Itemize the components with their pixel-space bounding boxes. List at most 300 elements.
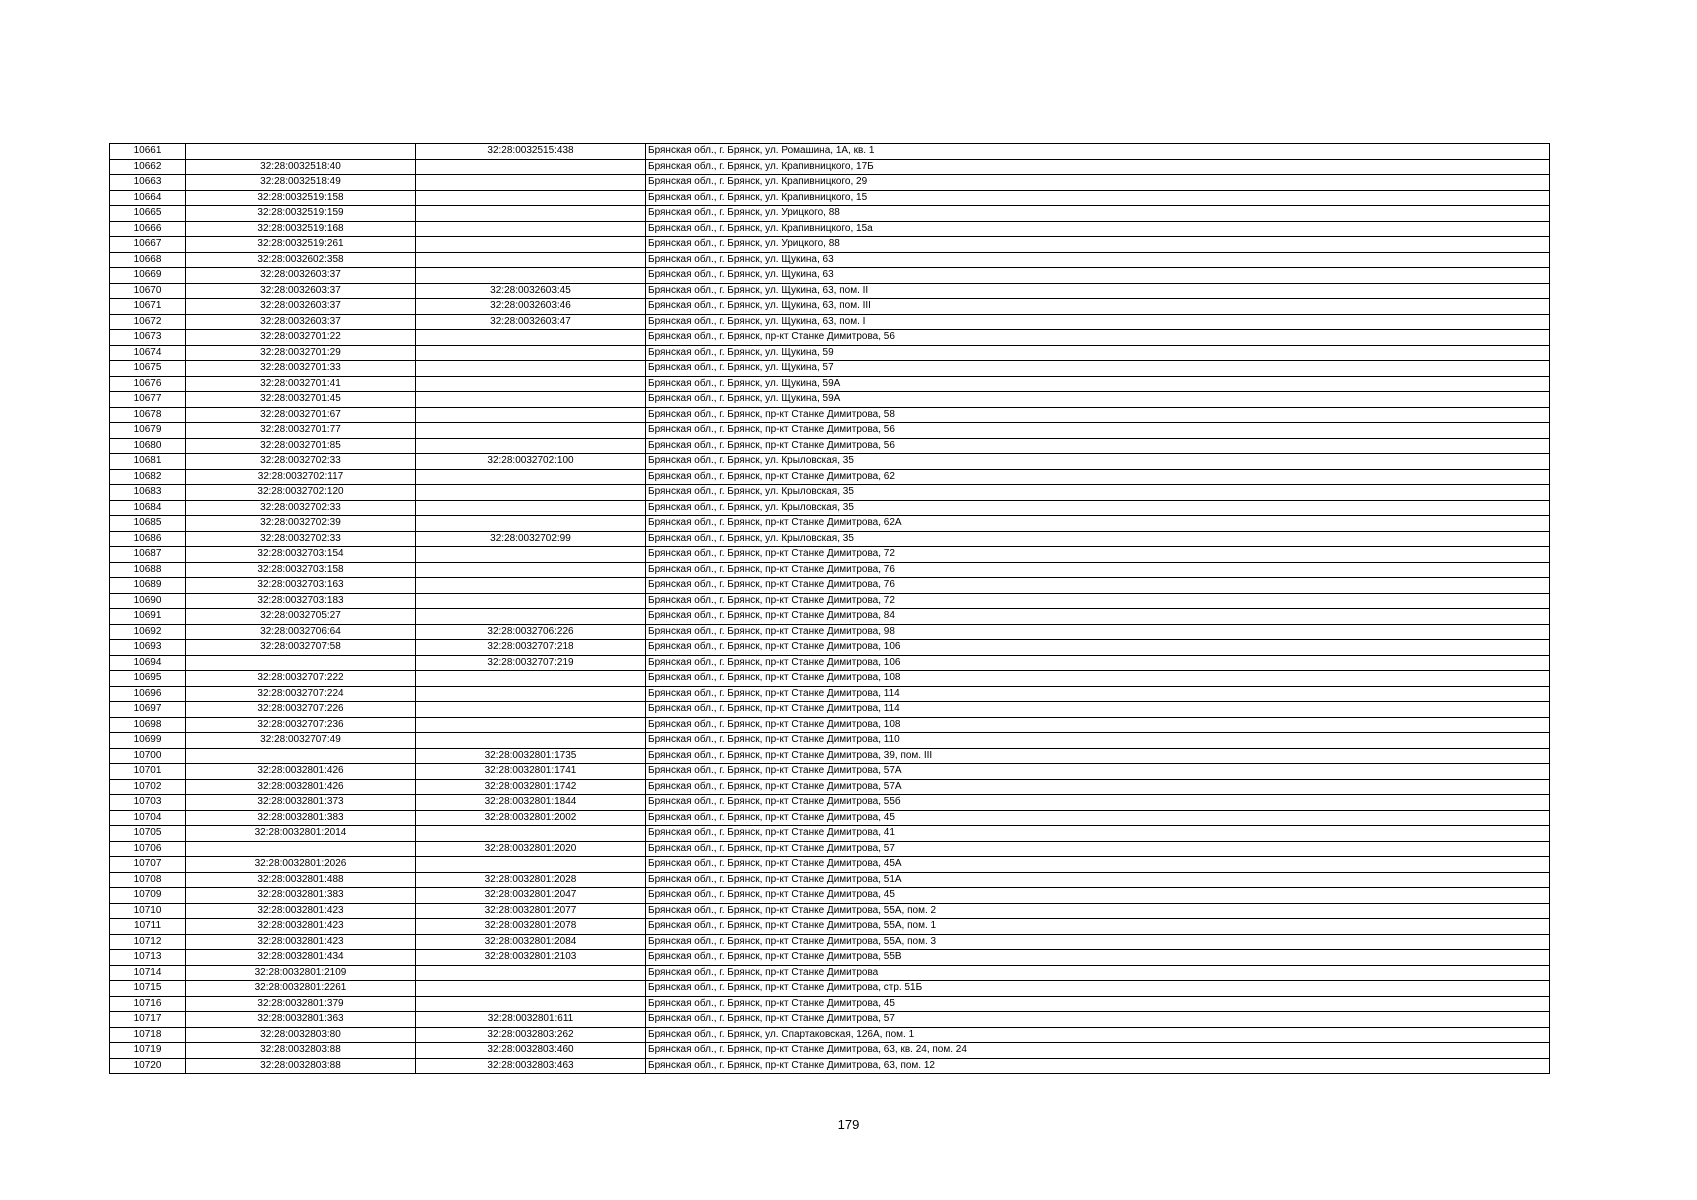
address-cell: Брянская обл., г. Брянск, пр-кт Станке Димитрова, 114 [646,702,1550,718]
address-cell: Брянская обл., г. Брянск, пр-кт Станке Димитрова, 108 [646,717,1550,733]
address-cell: Брянская обл., г. Брянск, ул. Урицкого, 88 [646,206,1550,222]
row-number-cell: 10687 [110,547,186,563]
table-row [110,237,1550,253]
row-number-cell: 10698 [110,717,186,733]
address-cell: Брянская обл., г. Брянск, пр-кт Станке Димитрова, 51А [646,872,1550,888]
cadastral-number-cell: 32:28:0032701:33 [186,361,416,377]
address-cell: Брянская обл., г. Брянск, пр-кт Станке Димитрова, 55б [646,795,1550,811]
object-cadastral-number-cell: 32:28:0032801:611 [416,1012,646,1028]
table-row [110,531,1550,547]
cadastral-number-cell: 32:28:0032703:183 [186,593,416,609]
cadastral-number-cell: 32:28:0032701:45 [186,392,416,408]
address-cell: Брянская обл., г. Брянск, ул. Щукина, 59 [646,345,1550,361]
cadastral-number-cell: 32:28:0032801:426 [186,764,416,780]
object-cadastral-number-cell [416,159,646,175]
row-number-cell: 10681 [110,454,186,470]
cadastral-number-cell: 32:28:0032519:158 [186,190,416,206]
row-number-cell: 10715 [110,981,186,997]
row-number-cell: 10694 [110,655,186,671]
table-row [110,423,1550,439]
table-row [110,361,1550,377]
table-row [110,655,1550,671]
cadastral-number-cell: 32:28:0032801:488 [186,872,416,888]
object-cadastral-number-cell [416,686,646,702]
table-row [110,1027,1550,1043]
cadastral-number-cell: 32:28:0032707:224 [186,686,416,702]
table-row [110,593,1550,609]
table-row [110,562,1550,578]
address-cell: Брянская обл., г. Брянск, пр-кт Станке Димитрова, 63, пом. 12 [646,1058,1550,1074]
table-row [110,717,1550,733]
table-row [110,702,1550,718]
object-cadastral-number-cell: 32:28:0032801:2103 [416,950,646,966]
object-cadastral-number-cell: 32:28:0032707:219 [416,655,646,671]
row-number-cell: 10695 [110,671,186,687]
object-cadastral-number-cell [416,965,646,981]
cadastral-number-cell: 32:28:0032603:37 [186,268,416,284]
table-row [110,686,1550,702]
object-cadastral-number-cell: 32:28:0032803:262 [416,1027,646,1043]
address-cell: Брянская обл., г. Брянск, пр-кт Станке Димитрова, 41 [646,826,1550,842]
table-row [110,965,1550,981]
row-number-cell: 10700 [110,748,186,764]
object-cadastral-number-cell [416,562,646,578]
cadastral-number-cell: 32:28:0032801:383 [186,810,416,826]
object-cadastral-number-cell [416,717,646,733]
row-number-cell: 10686 [110,531,186,547]
cadastral-number-cell: 32:28:0032801:2014 [186,826,416,842]
address-cell: Брянская обл., г. Брянск, ул. Щукина, 57 [646,361,1550,377]
cadastral-number-cell: 32:28:0032801:2026 [186,857,416,873]
table-row [110,1058,1550,1074]
cadastral-number-cell: 32:28:0032702:39 [186,516,416,532]
address-cell: Брянская обл., г. Брянск, пр-кт Станке Димитрова, 110 [646,733,1550,749]
object-cadastral-number-cell: 32:28:0032801:1735 [416,748,646,764]
object-cadastral-number-cell [416,376,646,392]
table-row [110,438,1550,454]
cadastral-number-cell: 32:28:0032705:27 [186,609,416,625]
row-number-cell: 10671 [110,299,186,315]
row-number-cell: 10691 [110,609,186,625]
row-number-cell: 10666 [110,221,186,237]
object-cadastral-number-cell [416,733,646,749]
address-cell: Брянская обл., г. Брянск, ул. Крыловская, 35 [646,531,1550,547]
row-number-cell: 10684 [110,500,186,516]
row-number-cell: 10664 [110,190,186,206]
object-cadastral-number-cell: 32:28:0032603:47 [416,314,646,330]
cadastral-number-cell: 32:28:0032701:77 [186,423,416,439]
cadastral-number-cell: 32:28:0032702:33 [186,454,416,470]
table-row [110,934,1550,950]
row-number-cell: 10682 [110,469,186,485]
address-cell: Брянская обл., г. Брянск, ул. Щукина, 59А [646,376,1550,392]
address-cell: Брянская обл., г. Брянск, ул. Щукина, 63, пом. III [646,299,1550,315]
row-number-cell: 10675 [110,361,186,377]
table-row [110,996,1550,1012]
row-number-cell: 10696 [110,686,186,702]
table-row [110,144,1550,160]
object-cadastral-number-cell: 32:28:0032706:226 [416,624,646,640]
object-cadastral-number-cell [416,330,646,346]
row-number-cell: 10661 [110,144,186,160]
object-cadastral-number-cell [416,981,646,997]
object-cadastral-number-cell [416,268,646,284]
cadastral-number-cell: 32:28:0032801:2109 [186,965,416,981]
table-row [110,175,1550,191]
table-row [110,299,1550,315]
object-cadastral-number-cell: 32:28:0032803:460 [416,1043,646,1059]
object-cadastral-number-cell: 32:28:0032801:1844 [416,795,646,811]
row-number-cell: 10678 [110,407,186,423]
address-cell: Брянская обл., г. Брянск, пр-кт Станке Димитрова, стр. 51Б [646,981,1550,997]
address-cell: Брянская обл., г. Брянск, пр-кт Станке Димитрова, 72 [646,593,1550,609]
table-row [110,640,1550,656]
row-number-cell: 10693 [110,640,186,656]
cadastral-number-cell: 32:28:0032603:37 [186,299,416,315]
table-row [110,407,1550,423]
table-row [110,469,1550,485]
table-row [110,981,1550,997]
table-row [110,159,1550,175]
address-cell: Брянская обл., г. Брянск, пр-кт Станке Димитрова, 76 [646,562,1550,578]
address-cell: Брянская обл., г. Брянск, пр-кт Станке Димитрова, 56 [646,330,1550,346]
object-cadastral-number-cell: 32:28:0032801:2077 [416,903,646,919]
address-cell: Брянская обл., г. Брянск, ул. Щукина, 63 [646,268,1550,284]
row-number-cell: 10713 [110,950,186,966]
cadastral-number-cell: 32:28:0032702:117 [186,469,416,485]
cadastral-number-cell [186,748,416,764]
table-row [110,454,1550,470]
cadastral-number-cell: 32:28:0032701:67 [186,407,416,423]
cadastral-number-cell: 32:28:0032603:37 [186,314,416,330]
table-row [110,624,1550,640]
table-row [110,283,1550,299]
row-number-cell: 10676 [110,376,186,392]
row-number-cell: 10702 [110,779,186,795]
row-number-cell: 10679 [110,423,186,439]
row-number-cell: 10688 [110,562,186,578]
address-cell: Брянская обл., г. Брянск, пр-кт Станке Димитрова, 108 [646,671,1550,687]
address-cell: Брянская обл., г. Брянск, пр-кт Станке Димитрова, 63, кв. 24, пом. 24 [646,1043,1550,1059]
table-row [110,671,1550,687]
table-row [110,810,1550,826]
address-cell: Брянская обл., г. Брянск, пр-кт Станке Димитрова, 45 [646,810,1550,826]
row-number-cell: 10683 [110,485,186,501]
table-row [110,345,1550,361]
table-row [110,795,1550,811]
object-cadastral-number-cell [416,361,646,377]
table-row [110,888,1550,904]
table-row [110,330,1550,346]
cadastral-number-cell [186,655,416,671]
object-cadastral-number-cell [416,547,646,563]
table-row [110,1012,1550,1028]
row-number-cell: 10677 [110,392,186,408]
cadastral-number-cell: 32:28:0032801:2261 [186,981,416,997]
row-number-cell: 10706 [110,841,186,857]
cadastral-number-cell: 32:28:0032701:29 [186,345,416,361]
cadastral-number-cell: 32:28:0032801:423 [186,919,416,935]
object-cadastral-number-cell: 32:28:0032801:2020 [416,841,646,857]
row-number-cell: 10712 [110,934,186,950]
table-row [110,221,1550,237]
table-row [110,500,1550,516]
row-number-cell: 10672 [110,314,186,330]
object-cadastral-number-cell: 32:28:0032801:2047 [416,888,646,904]
object-cadastral-number-cell [416,423,646,439]
cadastral-number-cell: 32:28:0032801:363 [186,1012,416,1028]
object-cadastral-number-cell [416,485,646,501]
object-cadastral-number-cell: 32:28:0032801:2028 [416,872,646,888]
object-cadastral-number-cell: 32:28:0032603:45 [416,283,646,299]
address-cell: Брянская обл., г. Брянск, ул. Щукина, 59А [646,392,1550,408]
row-number-cell: 10680 [110,438,186,454]
row-number-cell: 10668 [110,252,186,268]
address-cell: Брянская обл., г. Брянск, пр-кт Станке Димитрова, 58 [646,407,1550,423]
address-cell: Брянская обл., г. Брянск, пр-кт Станке Димитрова, 106 [646,640,1550,656]
cadastral-number-cell: 32:28:0032703:154 [186,547,416,563]
row-number-cell: 10716 [110,996,186,1012]
row-number-cell: 10673 [110,330,186,346]
row-number-cell: 10699 [110,733,186,749]
table-row [110,252,1550,268]
row-number-cell: 10690 [110,593,186,609]
address-cell: Брянская обл., г. Брянск, пр-кт Станке Димитрова, 72 [646,547,1550,563]
row-number-cell: 10705 [110,826,186,842]
cadastral-number-cell: 32:28:0032707:236 [186,717,416,733]
object-cadastral-number-cell: 32:28:0032801:2084 [416,934,646,950]
object-cadastral-number-cell [416,857,646,873]
address-cell: Брянская обл., г. Брянск, пр-кт Станке Димитрова, 45 [646,996,1550,1012]
object-cadastral-number-cell [416,345,646,361]
cadastral-number-cell: 32:28:0032801:383 [186,888,416,904]
row-number-cell: 10685 [110,516,186,532]
table-row [110,392,1550,408]
object-cadastral-number-cell [416,671,646,687]
address-cell: Брянская обл., г. Брянск, ул. Щукина, 63, пом. I [646,314,1550,330]
object-cadastral-number-cell: 32:28:0032801:1741 [416,764,646,780]
cadastral-number-cell: 32:28:0032703:163 [186,578,416,594]
row-number-cell: 10720 [110,1058,186,1074]
object-cadastral-number-cell [416,392,646,408]
address-cell: Брянская обл., г. Брянск, пр-кт Станке Димитрова, 57 [646,841,1550,857]
object-cadastral-number-cell [416,578,646,594]
table-row [110,733,1550,749]
row-number-cell: 10667 [110,237,186,253]
table-row [110,919,1550,935]
address-cell: Брянская обл., г. Брянск, ул. Крапивницкого, 15а [646,221,1550,237]
table-row [110,547,1550,563]
address-cell: Брянская обл., г. Брянск, ул. Щукина, 63 [646,252,1550,268]
object-cadastral-number-cell [416,996,646,1012]
address-cell: Брянская обл., г. Брянск, пр-кт Станке Димитрова, 57А [646,764,1550,780]
address-cell: Брянская обл., г. Брянск, ул. Щукина, 63, пом. II [646,283,1550,299]
address-cell: Брянская обл., г. Брянск, пр-кт Станке Димитрова, 57 [646,1012,1550,1028]
address-cell: Брянская обл., г. Брянск, пр-кт Станке Димитрова, 62 [646,469,1550,485]
table-row [110,826,1550,842]
cadastral-number-cell: 32:28:0032801:379 [186,996,416,1012]
object-cadastral-number-cell: 32:28:0032801:2002 [416,810,646,826]
page-number: 179 [837,1117,860,1132]
table-row [110,748,1550,764]
address-cell: Брянская обл., г. Брянск, пр-кт Станке Димитрова, 55А, пом. 1 [646,919,1550,935]
table-row [110,779,1550,795]
cadastral-number-cell: 32:28:0032801:373 [186,795,416,811]
address-cell: Брянская обл., г. Брянск, пр-кт Станке Димитрова, 76 [646,578,1550,594]
cadastral-number-cell: 32:28:0032803:80 [186,1027,416,1043]
address-cell: Брянская обл., г. Брянск, ул. Урицкого, 88 [646,237,1550,253]
cadastral-number-cell: 32:28:0032706:64 [186,624,416,640]
object-cadastral-number-cell: 32:28:0032515:438 [416,144,646,160]
row-number-cell: 10692 [110,624,186,640]
object-cadastral-number-cell: 32:28:0032603:46 [416,299,646,315]
object-cadastral-number-cell [416,190,646,206]
address-cell: Брянская обл., г. Брянск, ул. Ромашина, 1А, кв. 1 [646,144,1550,160]
object-cadastral-number-cell [416,593,646,609]
registry-table [109,143,1550,1074]
row-number-cell: 10662 [110,159,186,175]
address-cell: Брянская обл., г. Брянск, пр-кт Станке Димитрова, 56 [646,438,1550,454]
row-number-cell: 10709 [110,888,186,904]
address-cell: Брянская обл., г. Брянск, пр-кт Станке Димитрова, 45А [646,857,1550,873]
row-number-cell: 10714 [110,965,186,981]
cadastral-number-cell: 32:28:0032518:49 [186,175,416,191]
address-cell: Брянская обл., г. Брянск, ул. Крыловская, 35 [646,485,1550,501]
table-row [110,314,1550,330]
object-cadastral-number-cell [416,500,646,516]
address-cell: Брянская обл., г. Брянск, пр-кт Станке Димитрова, 55А, пом. 3 [646,934,1550,950]
object-cadastral-number-cell [416,438,646,454]
object-cadastral-number-cell [416,469,646,485]
table-row [110,764,1550,780]
object-cadastral-number-cell [416,407,646,423]
cadastral-number-cell: 32:28:0032519:168 [186,221,416,237]
cadastral-number-cell: 32:28:0032701:85 [186,438,416,454]
address-cell: Брянская обл., г. Брянск, пр-кт Станке Димитрова, 114 [646,686,1550,702]
address-cell: Брянская обл., г. Брянск, пр-кт Станке Димитрова, 84 [646,609,1550,625]
object-cadastral-number-cell: 32:28:0032803:463 [416,1058,646,1074]
object-cadastral-number-cell: 32:28:0032702:100 [416,454,646,470]
row-number-cell: 10670 [110,283,186,299]
row-number-cell: 10719 [110,1043,186,1059]
row-number-cell: 10708 [110,872,186,888]
cadastral-number-cell [186,144,416,160]
table-row [110,268,1550,284]
address-cell: Брянская обл., г. Брянск, пр-кт Станке Димитрова, 45 [646,888,1550,904]
cadastral-number-cell: 32:28:0032801:423 [186,903,416,919]
cadastral-number-cell: 32:28:0032519:159 [186,206,416,222]
cadastral-number-cell: 32:28:0032707:58 [186,640,416,656]
object-cadastral-number-cell [416,175,646,191]
object-cadastral-number-cell: 32:28:0032801:1742 [416,779,646,795]
cadastral-number-cell: 32:28:0032701:22 [186,330,416,346]
address-cell: Брянская обл., г. Брянск, ул. Крапивницкого, 15 [646,190,1550,206]
row-number-cell: 10689 [110,578,186,594]
cadastral-number-cell: 32:28:0032803:88 [186,1058,416,1074]
object-cadastral-number-cell [416,609,646,625]
address-cell: Брянская обл., г. Брянск, ул. Крапивницкого, 29 [646,175,1550,191]
cadastral-number-cell: 32:28:0032702:33 [186,500,416,516]
cadastral-number-cell: 32:28:0032518:40 [186,159,416,175]
table-row [110,206,1550,222]
table-row [110,485,1550,501]
table-row [110,376,1550,392]
object-cadastral-number-cell [416,237,646,253]
address-cell: Брянская обл., г. Брянск, ул. Спартаковская, 126А, пом. 1 [646,1027,1550,1043]
row-number-cell: 10669 [110,268,186,284]
address-cell: Брянская обл., г. Брянск, пр-кт Станке Димитрова [646,965,1550,981]
object-cadastral-number-cell [416,221,646,237]
row-number-cell: 10663 [110,175,186,191]
table-row [110,857,1550,873]
address-cell: Брянская обл., г. Брянск, пр-кт Станке Димитрова, 56 [646,423,1550,439]
cadastral-number-cell: 32:28:0032801:426 [186,779,416,795]
cadastral-number-cell: 32:28:0032801:434 [186,950,416,966]
object-cadastral-number-cell [416,252,646,268]
cadastral-number-cell: 32:28:0032602:358 [186,252,416,268]
cadastral-number-cell [186,841,416,857]
cadastral-number-cell: 32:28:0032702:33 [186,531,416,547]
table-row [110,609,1550,625]
cadastral-number-cell: 32:28:0032707:222 [186,671,416,687]
cadastral-number-cell: 32:28:0032803:88 [186,1043,416,1059]
address-cell: Брянская обл., г. Брянск, ул. Крыловская, 35 [646,454,1550,470]
row-number-cell: 10665 [110,206,186,222]
address-cell: Брянская обл., г. Брянск, пр-кт Станке Димитрова, 106 [646,655,1550,671]
table-row [110,872,1550,888]
object-cadastral-number-cell [416,206,646,222]
table-row [110,516,1550,532]
address-cell: Брянская обл., г. Брянск, пр-кт Станке Димитрова, 39, пом. III [646,748,1550,764]
row-number-cell: 10701 [110,764,186,780]
address-cell: Брянская обл., г. Брянск, пр-кт Станке Димитрова, 55В [646,950,1550,966]
row-number-cell: 10704 [110,810,186,826]
table-row [110,903,1550,919]
object-cadastral-number-cell: 32:28:0032801:2078 [416,919,646,935]
row-number-cell: 10703 [110,795,186,811]
row-number-cell: 10718 [110,1027,186,1043]
table-row [110,950,1550,966]
object-cadastral-number-cell [416,702,646,718]
object-cadastral-number-cell [416,516,646,532]
row-number-cell: 10710 [110,903,186,919]
cadastral-number-cell: 32:28:0032707:49 [186,733,416,749]
row-number-cell: 10697 [110,702,186,718]
cadastral-number-cell: 32:28:0032603:37 [186,283,416,299]
address-cell: Брянская обл., г. Брянск, ул. Крыловская, 35 [646,500,1550,516]
row-number-cell: 10674 [110,345,186,361]
cadastral-number-cell: 32:28:0032701:41 [186,376,416,392]
row-number-cell: 10707 [110,857,186,873]
table-row [110,841,1550,857]
row-number-cell: 10711 [110,919,186,935]
address-cell: Брянская обл., г. Брянск, пр-кт Станке Димитрова, 55А, пом. 2 [646,903,1550,919]
address-cell: Брянская обл., г. Брянск, ул. Крапивницкого, 17Б [646,159,1550,175]
cadastral-number-cell: 32:28:0032801:423 [186,934,416,950]
table-row [110,1043,1550,1059]
cadastral-number-cell: 32:28:0032702:120 [186,485,416,501]
object-cadastral-number-cell: 32:28:0032702:99 [416,531,646,547]
cadastral-number-cell: 32:28:0032707:226 [186,702,416,718]
object-cadastral-number-cell [416,826,646,842]
address-cell: Брянская обл., г. Брянск, пр-кт Станке Димитрова, 57А [646,779,1550,795]
table-row [110,578,1550,594]
address-cell: Брянская обл., г. Брянск, пр-кт Станке Димитрова, 98 [646,624,1550,640]
cadastral-number-cell: 32:28:0032519:261 [186,237,416,253]
table-row [110,190,1550,206]
address-cell: Брянская обл., г. Брянск, пр-кт Станке Димитрова, 62А [646,516,1550,532]
registry-table-body [110,144,1550,1074]
